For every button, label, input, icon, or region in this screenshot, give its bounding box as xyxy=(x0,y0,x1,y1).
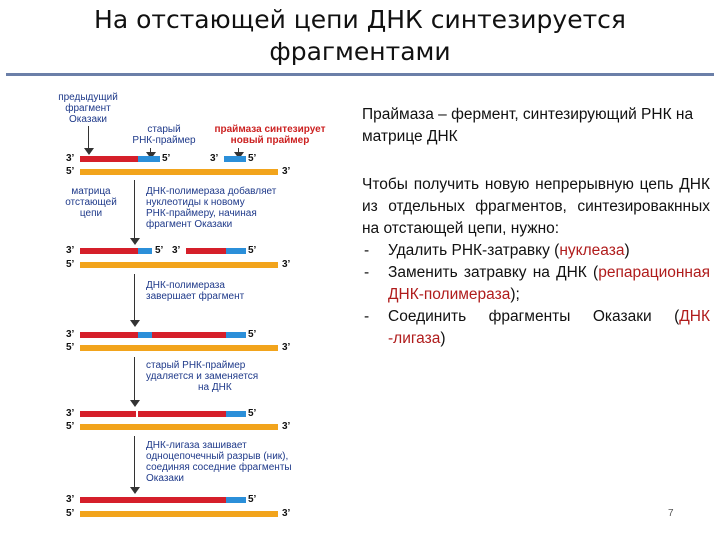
end-5: 5’ xyxy=(248,494,257,505)
flow-line xyxy=(134,180,135,240)
flow-arrowhead xyxy=(130,238,140,245)
end-5: 5’ xyxy=(66,508,75,519)
end-5: 5’ xyxy=(66,421,75,432)
list-item xyxy=(362,262,710,306)
label-line: новый праймер xyxy=(230,135,310,146)
end-5: 5’ xyxy=(248,245,257,256)
flow-line xyxy=(134,357,135,401)
title-line-1: На отстающей цепи ДНК синтезируется xyxy=(94,5,626,34)
enzyme-name: нуклеаза xyxy=(559,242,625,259)
label-line: цепи xyxy=(79,208,103,219)
steps-list xyxy=(362,240,710,350)
primase-definition: Праймаза – фермент, синтезирующий РНК на матрице ДНК xyxy=(362,106,694,145)
template-strand xyxy=(80,169,278,175)
flow-arrowhead xyxy=(130,487,140,494)
end-3: 3’ xyxy=(282,342,291,353)
bullet-dash: - xyxy=(364,308,370,325)
flow-line xyxy=(134,274,135,322)
bullet-dash: - xyxy=(364,242,370,259)
rna-primer xyxy=(224,156,246,162)
label-line: предыдущий xyxy=(58,92,118,103)
item-text: Соединить фрагменты Оказаки ( xyxy=(388,308,680,325)
end-3: 3’ xyxy=(66,245,75,256)
end-3: 3’ xyxy=(66,494,75,505)
enzyme-name: репарационная ДНК-полимераза xyxy=(388,264,710,303)
label-line: праймаза синтезирует xyxy=(214,124,326,135)
item-text: ) xyxy=(624,242,630,259)
label-line: отстающей xyxy=(65,197,117,208)
label-line: Оказаки xyxy=(69,114,107,125)
okazaki-fragment xyxy=(80,497,226,503)
label-line: старый xyxy=(147,124,181,135)
label-line: фрагмент Оказаки xyxy=(146,219,233,230)
steps-intro: Чтобы получить новую непрерывную цепь ДНК из отдельных фрагментов, синтезировакнных на отстающей цепи, нужно: xyxy=(362,176,710,237)
label-line: на ДНК xyxy=(198,382,232,393)
end-3: 3’ xyxy=(210,153,219,164)
end-3: 3’ xyxy=(282,421,291,432)
title-divider xyxy=(6,73,714,76)
template-strand xyxy=(80,424,278,430)
okazaki-fragment xyxy=(80,156,138,162)
label-line: фрагмент xyxy=(65,103,111,114)
end-5: 5’ xyxy=(66,259,75,270)
label-step3 xyxy=(146,280,286,302)
template-strand xyxy=(80,345,278,351)
item-text: ) xyxy=(440,330,446,347)
flow-arrowhead xyxy=(130,320,140,327)
end-5: 5’ xyxy=(162,153,171,164)
rna-primer xyxy=(138,248,152,254)
okazaki-fragment xyxy=(186,248,226,254)
label-step2 xyxy=(146,186,306,230)
rna-primer xyxy=(226,332,246,338)
label-line: соединяя соседние фрагменты xyxy=(146,462,292,473)
item-text: Удалить РНК-затравку ( xyxy=(388,242,560,259)
end-5: 5’ xyxy=(66,166,75,177)
rna-primer xyxy=(226,497,246,503)
label-line: РНК-праймеру, начиная xyxy=(146,208,257,219)
label-line: одноцепочечный разрыв (ник), xyxy=(146,451,289,462)
end-3: 3’ xyxy=(282,259,291,270)
item-text: Заменить затравку на ДНК ( xyxy=(388,264,599,281)
end-5: 5’ xyxy=(66,342,75,353)
end-3: 3’ xyxy=(66,153,75,164)
okazaki-fragment xyxy=(80,332,138,338)
label-line: нуклеотиды к новому xyxy=(146,197,245,208)
end-5: 5’ xyxy=(155,245,164,256)
end-3: 3’ xyxy=(172,245,181,256)
pointer-arrowhead xyxy=(84,148,94,155)
flow-line xyxy=(134,436,135,488)
end-3: 3’ xyxy=(66,408,75,419)
pointer-line xyxy=(88,126,89,150)
okazaki-fragment xyxy=(152,332,226,338)
label-line: завершает фрагмент xyxy=(146,291,245,302)
rna-primer xyxy=(138,332,152,338)
item-text: ); xyxy=(510,286,520,303)
slide-title xyxy=(0,4,720,68)
template-strand xyxy=(80,262,278,268)
end-5: 5’ xyxy=(248,329,257,340)
label-line: матрица xyxy=(71,186,111,197)
end-5: 5’ xyxy=(248,153,257,164)
end-3: 3’ xyxy=(282,166,291,177)
steps-paragraph xyxy=(362,174,710,350)
label-template xyxy=(56,186,126,219)
label-line: ДНК-полимераза xyxy=(146,280,225,291)
rna-primer xyxy=(226,411,246,417)
end-3: 3’ xyxy=(66,329,75,340)
bullet-dash: - xyxy=(364,264,370,281)
title-line-2: фрагментами xyxy=(269,37,451,66)
enzyme-name: ДНК -лигаза xyxy=(388,308,710,347)
label-old-primer xyxy=(128,124,200,146)
label-line: ДНК-лигаза зашивает xyxy=(146,440,247,451)
label-line: Оказаки xyxy=(146,473,184,484)
label-prev-fragment xyxy=(56,92,120,125)
okazaki-fragment xyxy=(80,248,138,254)
label-line: РНК-праймер xyxy=(132,135,196,146)
template-strand xyxy=(80,511,278,517)
list-item xyxy=(362,240,710,262)
flow-arrowhead xyxy=(130,400,140,407)
rna-primer xyxy=(138,156,160,162)
label-primase xyxy=(210,124,330,146)
page-number: 7 xyxy=(668,508,674,519)
label-line: старый РНК-праймер xyxy=(146,360,246,371)
end-5: 5’ xyxy=(248,408,257,419)
end-3: 3’ xyxy=(282,508,291,519)
label-step5 xyxy=(146,440,326,484)
rna-primer xyxy=(226,248,246,254)
label-line: ДНК-полимераза добавляет xyxy=(146,186,277,197)
label-step4 xyxy=(146,360,296,393)
label-line: удаляется и заменяется xyxy=(146,371,259,382)
okazaki-fragment xyxy=(80,411,136,417)
list-item xyxy=(362,306,710,350)
okazaki-fragment xyxy=(138,411,226,417)
